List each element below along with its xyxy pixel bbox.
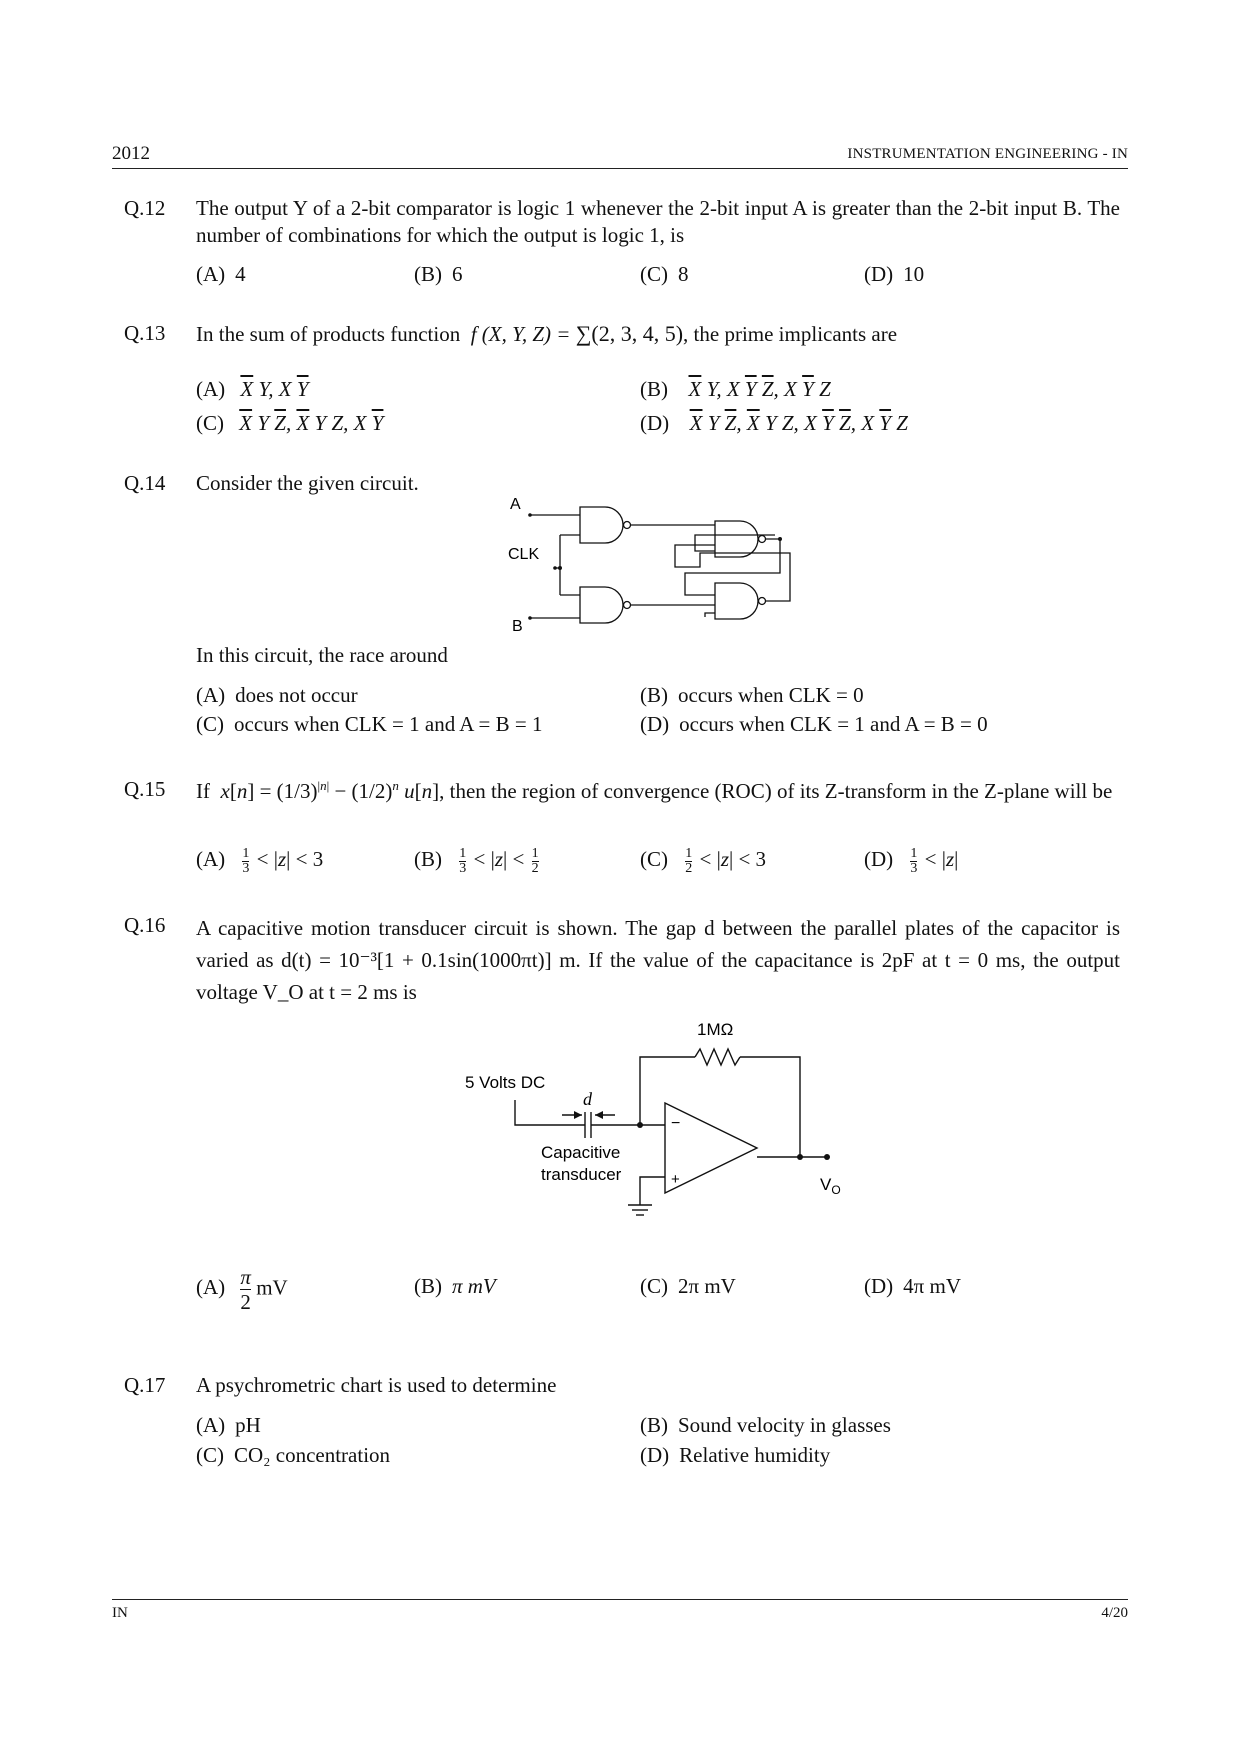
option-d[interactable]	[864, 261, 924, 288]
option-label: (D)	[864, 262, 894, 286]
option-d[interactable]	[640, 711, 988, 738]
option-label: (A)	[196, 683, 226, 707]
question-17	[124, 1372, 1124, 1492]
question-12	[124, 195, 1124, 305]
option-d[interactable]: (D) $\frac{1}{3}$ < |z|	[864, 845, 959, 876]
option-text: Sound velocity in glasses	[678, 1413, 891, 1437]
question-text: A psychrometric chart is used to determine	[196, 1373, 557, 1397]
option-a[interactable]	[196, 682, 358, 709]
option-label: (B)	[640, 377, 668, 401]
question-14-options	[124, 642, 1124, 742]
option-d[interactable]: (D) $\overline{X}$ Y $\overline{Z}$, $\overline{X}$ Y Z, X $\overline{Y}$ $\overline{Z}$, X $\overline{Y}$ Z	[640, 411, 908, 435]
option-text: π mV	[452, 1274, 496, 1298]
footer-divider	[112, 1599, 1128, 1600]
option-b[interactable]	[640, 1412, 891, 1439]
question-16-options	[124, 1265, 1124, 1335]
option-d[interactable]	[864, 1273, 961, 1300]
question-text: The output Y of a 2-bit comparator is logic 1 whenever the 2-bit input A is greater than the 2-bit input B. The number of combinations for which the output is logic 1, is	[196, 196, 1120, 247]
option-label: (C)	[196, 1443, 224, 1467]
option-c[interactable]	[196, 711, 543, 738]
option-label: (C)	[640, 262, 668, 286]
option-label: (B)	[640, 1413, 668, 1437]
option-c[interactable]: (C) $\frac{1}{2}$ < |z| < 3	[640, 845, 767, 876]
option-label: (A)	[196, 847, 226, 871]
nand-latch-circuit	[500, 495, 810, 640]
option-label: (D)	[864, 1274, 894, 1298]
option-b[interactable]: (B) $\frac{1}{3}$ < |z| < $\frac{1}{2}$	[414, 845, 539, 876]
question-number: Q.15	[124, 777, 166, 801]
option-b[interactable]	[414, 261, 463, 288]
question-text: A capacitive motion transducer circuit is shown. The gap d between the parallel plates of the capacitor is varied as d(t) = 10⁻³[1 + 0.1sin(1000πt)] m. If the value of the capacitance is 2pF at t = 0 ms, the output voltage V_O at t = 2 ms is	[196, 916, 1120, 1004]
option-text: occurs when CLK = 1 and A = B = 1	[234, 712, 543, 736]
option-label: (A)	[196, 377, 226, 401]
option-text: does not occur	[235, 683, 358, 707]
option-a[interactable]	[196, 261, 246, 288]
minterm-sum: ∑(2, 3, 4, 5)	[575, 321, 684, 346]
header-title: INSTRUMENTATION ENGINEERING - IN	[847, 146, 1128, 162]
capacitor-label-line1: Capacitive	[541, 1143, 621, 1162]
option-c[interactable]	[640, 1273, 736, 1300]
question-text-post: , the prime implicants are	[683, 322, 898, 346]
opamp-noninverting-label: +	[671, 1171, 680, 1188]
option-a[interactable]: $(A) \frac{\pi}{2}$ mV	[196, 1265, 288, 1314]
question-15	[124, 776, 1124, 886]
question-number: Q.14	[124, 471, 166, 495]
option-label: (C)	[196, 712, 224, 736]
option-b[interactable]	[640, 682, 864, 709]
option-a[interactable]: (A) $\overline{X}$ Y, X $\overline{Y}$	[196, 377, 309, 401]
question-followup: In this circuit, the race around	[196, 643, 448, 667]
option-label: (D)	[640, 712, 670, 736]
question-number: Q.13	[124, 321, 166, 345]
option-c[interactable]	[196, 1442, 390, 1469]
header-divider	[112, 168, 1128, 169]
nand-gate-2	[580, 587, 623, 623]
option-label: (C)	[196, 411, 224, 435]
option-text: 4π mV	[903, 1274, 962, 1298]
question-16	[124, 912, 1124, 1012]
option-label: (C)	[640, 847, 668, 871]
option-label: (B)	[414, 847, 442, 871]
option-text: 4	[235, 262, 246, 286]
option-label: (B)	[414, 1274, 442, 1298]
footer-paper-code: IN	[112, 1605, 128, 1621]
nand-gate-3	[715, 521, 758, 557]
option-c[interactable]: (C) $\overline{X}$ Y $\overline{Z}$, $\overline{X}$ Y Z, X $\overline{Y}$	[196, 411, 384, 435]
question-number: Q.12	[124, 196, 166, 220]
option-label: (B)	[640, 683, 668, 707]
question-13	[124, 320, 1124, 440]
nand-gate-1	[580, 507, 623, 543]
question-text-pre: In the sum of products function	[196, 322, 461, 346]
footer-page-number: 4/20	[1101, 1605, 1128, 1621]
option-text: occurs when CLK = 0	[678, 683, 864, 707]
transducer-circuit	[455, 1015, 875, 1240]
option-text: pH	[235, 1413, 261, 1437]
circuit-label-b: B	[512, 618, 523, 635]
circuit-label-clk: CLK	[508, 546, 540, 563]
option-b[interactable]: (B) $\overline{X}$ Y, X $\overline{Y}$ $\overline{Z}$, X $\overline{Y}$ Z	[640, 377, 831, 401]
option-a[interactable]	[196, 1412, 261, 1439]
option-c[interactable]	[640, 261, 689, 288]
option-label: (A)	[196, 1275, 226, 1300]
question-text-post: , then the region of convergence (ROC) of its Z-transform in the Z-plane will be	[439, 779, 1113, 803]
opamp-inverting-label: −	[671, 1115, 681, 1132]
option-label: (C)	[640, 1274, 668, 1298]
option-b[interactable]	[414, 1273, 496, 1300]
option-text: CO₂ concentration	[234, 1443, 391, 1467]
option-a[interactable]: (A) $\frac{1}{3}$ < |z| < 3	[196, 845, 324, 876]
resistor-label: 1MΩ	[697, 1020, 734, 1039]
question-text	[196, 320, 1120, 348]
option-label: (D)	[640, 1443, 670, 1467]
option-text: 2π mV	[678, 1274, 736, 1298]
option-label: (D)	[864, 847, 894, 871]
option-label: (D)	[640, 411, 670, 435]
option-label: (A)	[196, 262, 226, 286]
capacitor-label-line2: transducer	[541, 1165, 622, 1184]
header-year: 2012	[112, 143, 150, 164]
question-text: Consider the given circuit.	[196, 471, 419, 495]
option-label: (A)	[196, 1413, 226, 1437]
question-text-if: If	[196, 779, 210, 803]
option-text: 10	[903, 262, 925, 286]
circuit-label-a: A	[510, 496, 521, 513]
nand-gate-4	[715, 583, 758, 619]
option-text: 6	[452, 262, 463, 286]
question-number: Q.17	[124, 1373, 166, 1397]
source-label: 5 Volts DC	[465, 1073, 546, 1092]
question-text: If $x[n] = (1/3)^{|n|} - (1/2)^n$ u[n], then the region of convergence (ROC) of its Z-transform in the Z-plane will be	[196, 778, 1113, 803]
option-text: occurs when CLK = 1 and A = B = 0	[679, 712, 988, 736]
option-text: Relative humidity	[679, 1443, 831, 1467]
gap-label: d	[583, 1089, 592, 1109]
question-number: Q.16	[124, 913, 166, 937]
output-label: $V_O$	[820, 1175, 841, 1197]
function-expression: f (X, Y, Z) =	[470, 322, 571, 346]
option-text: 8	[678, 262, 689, 286]
option-d[interactable]	[640, 1442, 830, 1469]
option-label: (B)	[414, 262, 442, 286]
